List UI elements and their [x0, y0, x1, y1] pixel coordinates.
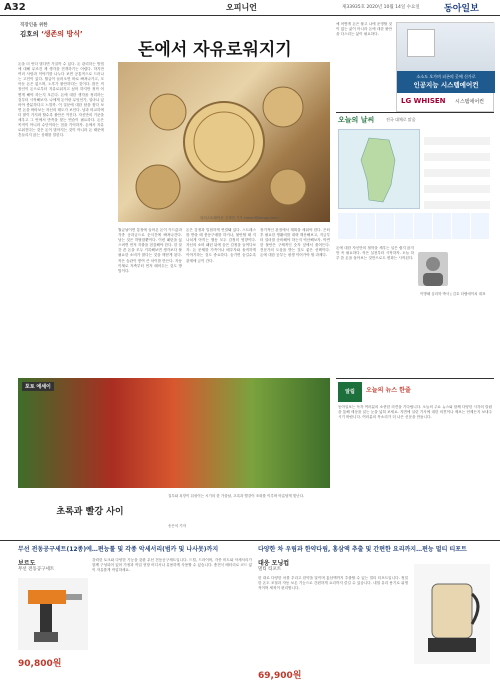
- bottom-right-headline: 다양한 차 우림과 한약다림, 홍삼액 추출 및 간편한 요리까지…편능 멀티 티포트: [258, 546, 467, 553]
- article-body-col3: 돈은 감정과 밀접하게 연결돼 있다. 스트레스를 받을 때 충동구매를 하거나, 불안할 때 지나치게 아끼는 행동 모두 감정의 영향이다. 자신의 소비 패턴 뒤에 숨은 감정을 들여다보자. 돈 문제를 가족이나 배우자와 솔직하게 이야기하는 것도 중요하다. 숨기면 숨길수록 관계에 금이 간다.: [186, 228, 256, 263]
- weather-forecast-strip: [338, 213, 490, 239]
- column-kicker-block: [20, 22, 100, 39]
- photo-feature-title: 초록과 빨강 사이: [56, 507, 124, 517]
- issue-date: 제33935호 2020년 10월 14일 수요일: [342, 5, 420, 10]
- weather-box: [336, 112, 494, 242]
- column-series-title: ‘생존의 방식’: [41, 30, 83, 38]
- drill-icon: [18, 578, 88, 650]
- article-body-col5: 예 어떻게 돈은 불고 나에 운명할 것이 없는 삶이 아니라 돈에 대한 불안을 다스리는 삶이 필요하다.: [336, 22, 392, 37]
- photo-title-block: [18, 490, 162, 534]
- article-illustration-coins: [118, 62, 330, 222]
- article-body-col1: 돈을 더 안다 많다면 가질까 수 있다. 돈 관리하는 방법에 대해 무조건 제 생각을 전개하기는 어렵다. 하지만 여러 사람과 이야기를 나누다 보면 공통적으로 드러나는 고민이 있다. 월급이 들어오면 바로 빠져나가고, 모아둔 돈은 없으며, 노후가 불안하다는 것이다. 많은 직장인이 돈으로부터 자유로워지고 싶어 하지만 정작 어떻게 해야 하는지 모른다. 돈에 대한 생각을 정리하는 것부터 시작해보자. 나에게 돈이란 무엇인가, 얼마나 있어야 충분하다고 느낄까. 이 질문에 대한 답을 찾다 보면 돈을 바라보는 자신의 태도가 보인다. 남과 비교하며 더 많이 가지려 할수록 불안은 커진다. 자신만의 기준을 세우고 그 안에서 만족을 찾는 연습이 필요하다. 돈은 목적이 아니라 수단이라는 점을 기억하자. 돈에서 자유로워진다는 것은 돈이 많아지는 것이 아니라 돈 때문에 흔들리지 않는 상태를 말한다.: [18, 62, 104, 138]
- weather-map: [338, 129, 420, 209]
- article-body-col6: 돈에 대한 자신만의 철학을 세우는 일은 쉽지 않지만 꼭 필요하다. 작은 실천부터 시작하자. 오늘 하루 쓴 돈을 돌아보는 것만으로도 변화는 시작된다.: [336, 246, 414, 261]
- ad-brand-sub: 시스템에어컨: [455, 99, 484, 105]
- power-tool-image: [18, 578, 88, 650]
- column-byline: 이병혜 심리학 박사 | 김호 더랩에이치 대표: [420, 292, 486, 296]
- weather-subtitle: 전국 대체로 맑음: [386, 117, 416, 122]
- section-title: 오피니언: [226, 3, 257, 12]
- bottom-right-price: 69,900원: [258, 671, 302, 681]
- bottom-right-body: 한 대로 다양한 차를 우리고 한약을 달이며 홍삼액까지 추출할 수 있는 멀티 티포트입니다. 정밀한 온도 조절과 자동 보온 기능으로 간편하게 요리까지 즐길 수 있습니다. 내열 유리 용기로 위생적이며 세척이 편리합니다.: [258, 576, 408, 591]
- teapot-image: [414, 564, 490, 664]
- photo-feature-badge: 포토 에세이: [22, 382, 54, 391]
- weather-title: 오늘의 날씨: [338, 116, 375, 124]
- autumn-leaves-photo: [18, 378, 330, 488]
- article-headline: 돈에서 자유로워지기: [138, 40, 292, 60]
- bottom-left-body: 강력한 토크와 다양한 기능을 갖춘 무선 전동공구세트입니다. 드릴, 드라이버, 각종 비트와 악세서리가 함께 구성되어 있어 가정과 작업 현장 어디서나 유용하게 사용할 수 있습니다. 충전식 배터리로 코드 없이 자유롭게 작업하세요.: [92, 558, 252, 573]
- ad-aircon-image: [397, 23, 495, 73]
- ad-brand: LG WHISEN: [401, 97, 446, 105]
- article-body-col4: 장기적인 관점에서 계획을 세워야 한다. 은퇴 후 필요한 생활비를 대략 계산해보고, 지금부터 얼마를 준비해야 하는지 역산해보자. 막연한 불안은 구체적인 숫자 앞에서 줄어든다. 전문가의 도움을 받는 것도 좋은 선택이다. 돈에 대한 공부는 평생 이어가야 할 과제다.: [260, 228, 330, 258]
- bottom-right-ad[interactable]: [258, 544, 494, 688]
- bottom-ad-divider: [0, 540, 500, 541]
- kettle-icon: [414, 564, 490, 664]
- newspaper-logo: 동아일보: [444, 4, 479, 14]
- bottom-left-ad[interactable]: [18, 544, 253, 688]
- notice-title: 오늘의 뉴스 한줄: [366, 387, 411, 394]
- photo-feature: [18, 378, 330, 488]
- ad-copy-top2: 인공지능 시스템에어컨: [413, 81, 479, 89]
- notice-box: [336, 378, 494, 538]
- ad-copy-top1: 소소도 오가며 피곤의 곳에 신가로: [416, 74, 476, 79]
- weather-table: [424, 129, 490, 209]
- notice-body: 동아일보는 독자 여러분의 소중한 의견을 기다립니다. 오늘의 주요 뉴스와 함께 다양한 시각의 칼럼을 통해 세상을 읽는 눈을 넓혀 보세요. 지면에 실린 기사에 대한 의견이나 제보는 언제든지 보내주시기 바랍니다. 여러분의 목소리가 더 나은 신문을 만듭니다.: [338, 405, 492, 420]
- bottom-left-headline: 무선 전동공구세트(12종)에…편능툴 및 각종 악세서리(범카 및 나사못)까지: [18, 546, 219, 553]
- bottom-left-product-title: 보르도: [18, 560, 36, 567]
- bottom-left-price: 90,800원: [18, 659, 62, 669]
- author-photo: [418, 252, 448, 286]
- korea-map-icon: [339, 130, 421, 210]
- coins-illustration-icon: [118, 62, 330, 222]
- photo-feature-caption: 질투와 욕망이 뒤섞이는 시기의 한 가을날, 초록과 빨강이 조화를 이루며 아름답게 빛난다.: [168, 494, 305, 498]
- column-author-name: 김호의: [20, 30, 39, 38]
- aircon-unit-icon: [407, 29, 435, 57]
- photo-feature-credit: 송은석 기자: [168, 524, 187, 528]
- ad-copy-band: [397, 71, 495, 93]
- page-header: [0, 0, 500, 16]
- photo-caption: 일러스트레이션 김재민 기자 kimjm@donga.com: [200, 216, 278, 220]
- bottom-right-product-title: 대웅 모닝컵: [258, 560, 290, 567]
- notice-label: 알림: [338, 382, 362, 402]
- lg-whisen-ad[interactable]: [396, 22, 494, 112]
- article-body-col2: 월급날이면 통장에 들어온 돈이 카드값과 각종 공과금으로 순식간에 빠져나간다. 남는 것은 허탈함뿐이다. 이런 패턴을 끊으려면 먼저 지출을 점검해야 한다. 한 달간 쓴 돈을 모두 기록해보면 생각보다 불필요한 소비가 많다는 것을 깨닫게 된다. 작은 습관이 쌓여 큰 차이를 만든다. 자동이체로 저축부터 먼저 떼어두는 것도 방법이다.: [118, 228, 182, 273]
- person-avatar-icon: [418, 252, 448, 286]
- page-number: A32: [4, 2, 26, 13]
- bottom-right-product-sub: 멀티 티포트: [258, 567, 282, 572]
- bottom-left-product-sub: 무선 전동공구세트: [18, 567, 55, 572]
- column-kicker: 직장인을 위한: [20, 23, 48, 28]
